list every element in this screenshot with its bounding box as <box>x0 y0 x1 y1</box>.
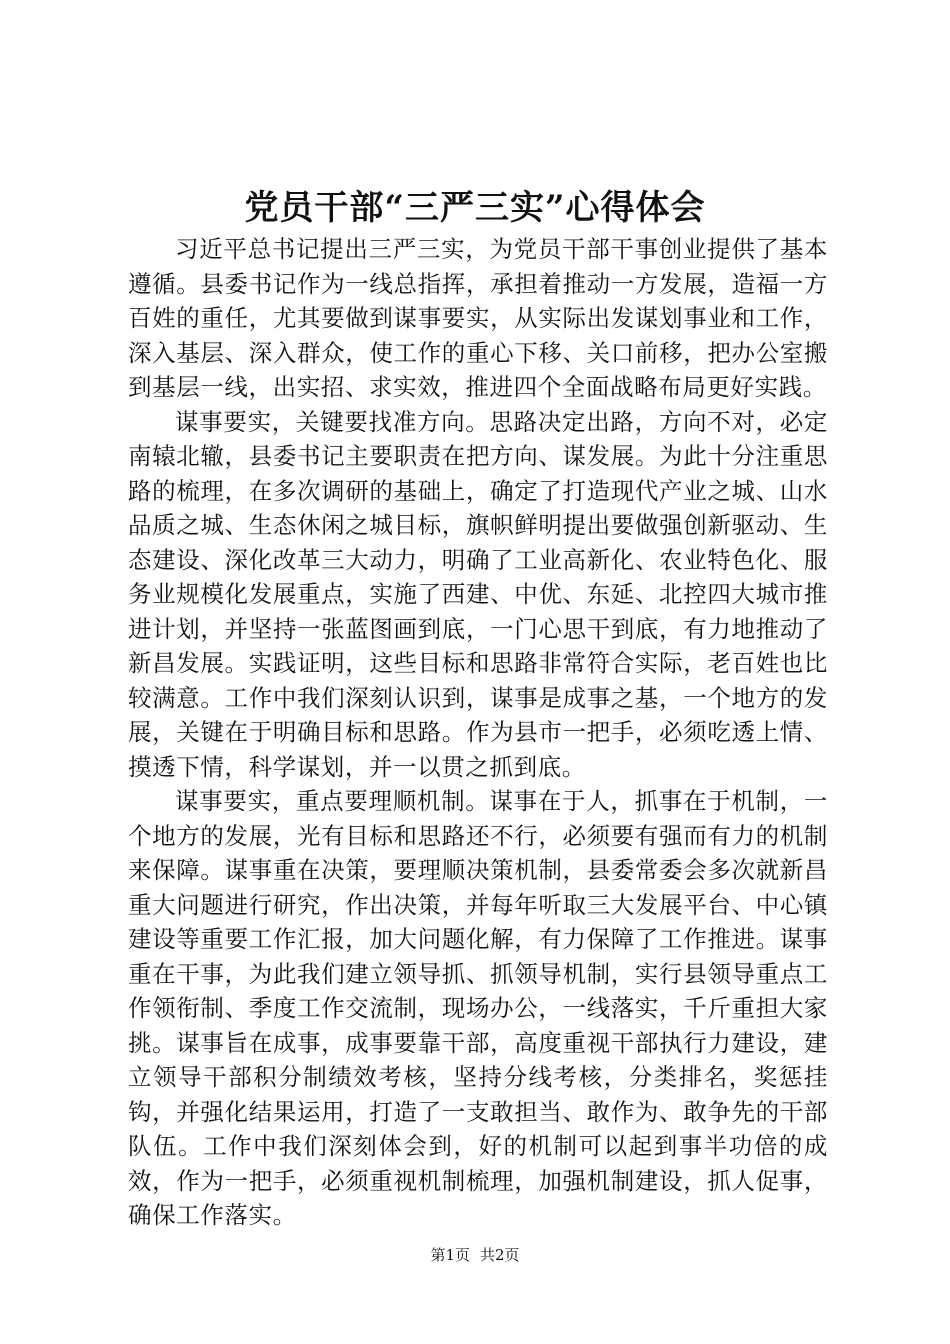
page-number: 第1页 <box>430 1246 470 1264</box>
paragraph-direction: 谋事要实，关键要找准方向。思路决定出路，方向不对，必定南辕北辙，县委书记主要职责在把方向、谋发展。为此十分注重思路的梳理，在多次调研的基础上，确定了打造现代产业之城、山水品质之城、生态休闲之城目标，旗帜鲜明提出要做强创新驱动、生态建设、深化改革三大动力，明确了工业高新化、农业特色化、服务业规模化发展重点，实施了西建、中优、东延、北控四大城市推进计划，并坚持一张蓝图画到底，一门心思干到底，有力地推动了新昌发展。实践证明，这些目标和思路非常符合实际，老百姓也比较满意。工作中我们深刻认识到，谋事是成事之基，一个地方的发展，关键在于明确目标和思路。作为县市一把手，必须吃透上情、摸透下情，科学谋划，并一以贯之抓到底。 <box>128 407 828 781</box>
paragraph-intro: 习近平总书记提出三严三实，为党员干部干事创业提供了基本遵循。县委书记作为一线总指挥，承担着推动一方发展，造福一方百姓的重任，尤其要做到谋事要实，从实际出发谋划事业和工作，深入基层、深入群众，使工作的重心下移、关口前移，把办公室搬到基层一线，出实招、求实效，推进四个全面战略布局更好实践。 <box>128 235 828 401</box>
paragraph-mechanism: 谋事要实，重点要理顺机制。谋事在于人，抓事在于机制，一个地方的发展，光有目标和思路还不行，必须要有强而有力的机制来保障。谋事重在决策，要理顺决策机制，县委常委会多次就新昌重大问题进行研究，作出决策，并每年听取三大发展平台、中心镇建设等重要工作汇报，加大问题化解，有力保障了工作推进。谋事重在干事，为此我们建立领导抓、抓领导机制，实行县领导重点工作领衔制、季度工作交流制，现场办公，一线落实，千斤重担大家挑。谋事旨在成事，成事要靠干部，高度重视干部执行力建设，建立领导干部积分制绩效考核，坚持分线考核，分类排名，奖惩挂钩，并强化结果运用，打造了一支敢担当、敢作为、敢争先的干部队伍。工作中我们深刻体会到，好的机制可以起到事半功倍的成效，作为一把手，必须重视机制梳理，加强机制建设，抓人促事，确保工作落实。 <box>128 787 828 1229</box>
document-body <box>128 232 828 1233</box>
document-title: 党员干部“三严三实”心得体会 <box>244 188 706 228</box>
page-footer <box>0 1245 950 1265</box>
page-total: 共2页 <box>480 1246 520 1264</box>
